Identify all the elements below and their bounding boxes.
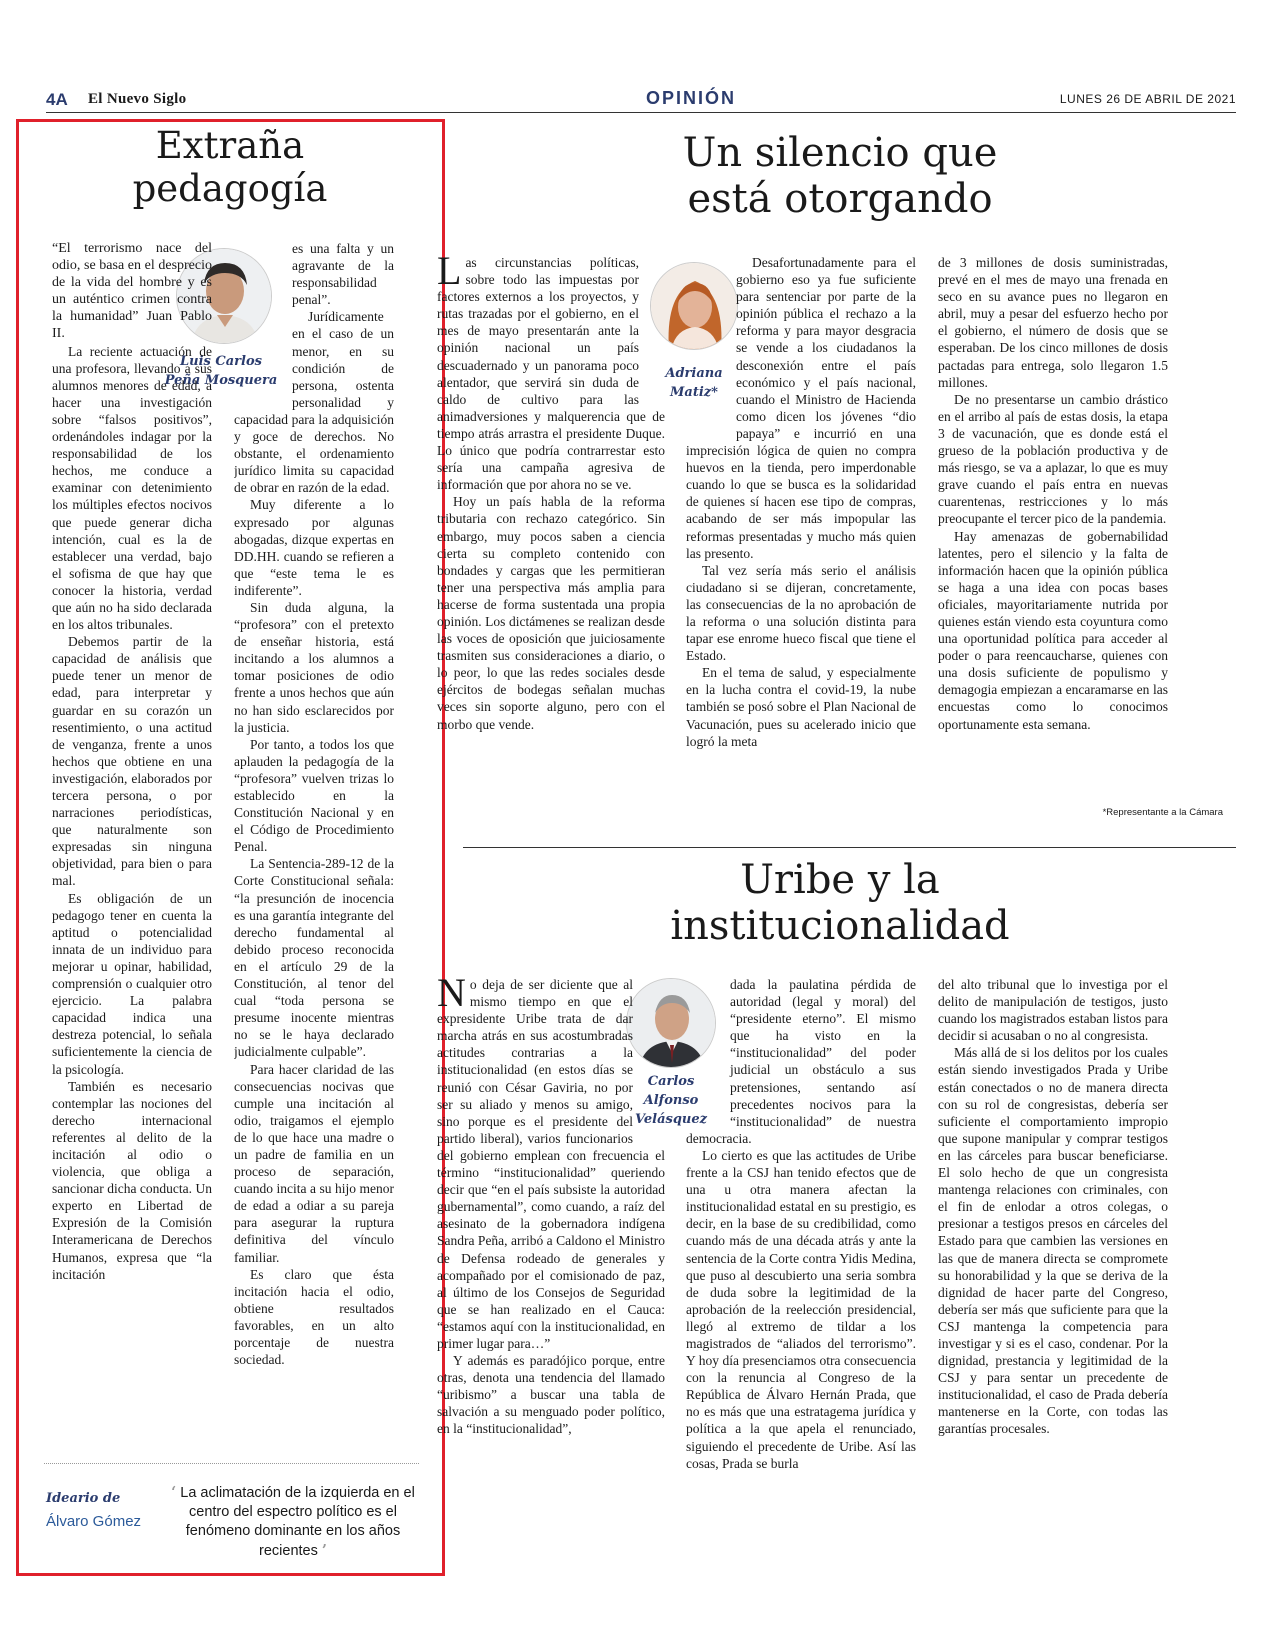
ideario-divider <box>44 1463 419 1464</box>
article3-title <box>520 857 1160 950</box>
article1-paragraph: es una falta y un agravante de la responsabilidad penal”. <box>292 241 394 308</box>
article3-title-line1: Uribe y la <box>740 857 940 903</box>
article1-paragraph: Por tanto, a todos los que aplauden la pedagogía de la “profesora” vuelven trizas lo establecido en la Constitución Nacional y en el Código de Procedimiento Penal. <box>234 736 394 855</box>
article2-paragraph: Hay amenazas de gobernabilidad latentes, pero el silencio y la falta de información hacen que la opinión pública se haga a una idea con pocas bases oficiales, mayoritariamente nutrida por quienes están viendo esta coyuntura como una oportunidad política para acceder al poder o para reencaucharse, quienes con una dosis suficiente de populismo y demagogia empiezan a encaramarse en las encuestas como lo conocimos oportunamente esta semana. <box>938 528 1168 732</box>
article3-column-1 <box>437 976 665 1476</box>
open-quote-icon: ‘ <box>171 1484 177 1501</box>
ideario-quote <box>164 1483 422 1561</box>
article3-column-3 <box>938 976 1168 1476</box>
article2-title <box>560 130 1120 223</box>
article1-paragraph: Muy diferente a lo expresado por algunas abogadas, dizque expertas en DD.HH. cuando se refieren a que “este tema le es indiferente”. <box>234 497 394 598</box>
article1-paragraph: La reciente actuación de una profesora, llevando a sus alumnos menores de edad, a hacer una investigación sobre “falsos positivos”, ordenándoles indagar por la responsabilidad de los hechos, me conduce a examinar con detenimiento los múltiples efectos nocivos que puede generar dicha intención, cual es la de establecer una verdad, bajo el sofisma de que hay que conocer la historia, verdad que aún no ha sido declarada en los altos tribunales. <box>52 343 212 633</box>
article2-paragraph: En el tema de salud, y especialmente en la lucha contra el covid-19, la nube también se posó sobre el Plan Nacional de Vacunación, pues su acelerado inicio que logró la meta <box>686 665 916 749</box>
article1-paragraph: Debemos partir de la capacidad de análisis que puede tener un menor de edad, para interpretar y guardar en su corazón un resentimiento, o una actitud de venganza, frente a unos hechos que obtiene en una investigación, elaborados por tercera persona, o por narraciones periodísticas, que naturalmente son expresadas sin ninguna objetividad, para bien o para mal. <box>52 634 212 889</box>
article1-title-line2: pedagogía <box>132 166 328 210</box>
newspaper-name: El Nuevo Siglo <box>88 91 187 107</box>
article1-paragraph: Es claro que ésta incitación hacia el odio, obtiene resultados favorables, en un alto porcentaje de nuestra sociedad. <box>234 1266 394 1368</box>
article1-paragraph: Para hacer claridad de las consecuencias nocivas que cumple una incitación al odio, traigamos el ejemplo de lo que hace una madre o un padre de familia en un proceso de separación, cuando incita a su hijo menor de edad a odiar a su pareja para asegurar la ruptura definitiva del vínculo familiar. <box>234 1061 394 1265</box>
article1-paragraph: La Sentencia-289-12 de la Corte Constitucional señala: “la presunción de inocencia es una garantía integrante del derecho fundamental al debido proceso reconocida en el artículo 29 de la Constitución, al tenor del cual “toda persona se presume inocente mientras no se le haya declarado judicialmente culpable”. <box>234 856 394 1060</box>
header-divider <box>46 112 1236 113</box>
article1-paragraph: Es obligación de un pedagogo tener en cuenta la aptitud o potencialidad innata de un individuo para mejorar u opinar, habilidad, comprensión o cualquier otro ejercicio. La palabra capacidad indica una destreza potencial, lo señala suficientemente la ciencia de la psicología. <box>52 890 212 1077</box>
article2-title-line2: está otorgando <box>687 176 993 223</box>
article2-title-line1: Un silencio que <box>682 130 998 176</box>
article2-column-3 <box>938 254 1168 804</box>
article2-paragraph: Tal vez sería más serio el análisis ciudadano si se dijeran, concretamente, las consecuencias de la no aprobación de la reforma o una solución distinta para tapar ese enrome hueco fiscal que tiene el Estado. <box>686 562 916 664</box>
article3-author-line1: Carlos <box>647 1074 695 1089</box>
article3-author-line2: Alfonso <box>643 1093 699 1108</box>
article1-paragraph: Sin duda alguna, la “profesora” con el pretexto de enseñar historia, está incitando a los alumnos a tomar posiciones de odio frente a unos hechos que aún no han sido esclarecidos por la justicia. <box>234 599 394 735</box>
ideario-quote-text: La aclimatación de la izquierda en el centro del espectro político es el fenómeno dominante en los años recientes <box>180 1485 415 1559</box>
article1-paragraph: Jurídicamente en el caso de un menor, en su condición de persona, ostenta personalidad y capacidad para la adquisición y goce de derechos. No obstante, el ordenamiento jurídico limita su capacidad de obrar en razón de la edad. <box>234 309 394 496</box>
article2-paragraph: Desafortunadamente para el gobierno eso ya fue suficiente para sentenciar por parte de la opinión pública el rechazo a la reforma y para mayor desgracia se vende a los ciudadanos la desconexión entre el país económico y el país nacional, cuando el Ministro de Hacienda como dicen los jóvenes “dio papaya” e incurrió en una imprecisión lógica de quien no compra huevos en la tienda, pero imperdonable cuando lo que se busca es la solidaridad de quienes sí hacen ese tipo de compras, acabando de ser más impopular las reformas presentadas y mucho más quien las presento. <box>686 255 916 561</box>
article3-paragraph: del alto tribunal que lo investiga por el delito de manipulación de testigos, justo cuando los magistrados estaban listos para decidir si acusaban o no al congresista. <box>938 977 1168 1044</box>
article3-paragraph: o deja de ser diciente que al mismo tiempo en que el expresidente Uribe trata de dar marcha atrás en sus acostumbradas actitudes contrarias a la institucionalidad (en estos días se reunió con César Gaviria, no por ser su aliado y menos su amigo, sino porque es el presidente del partido liberal), varios funcionarios del gobierno emplean con frecuencia el término “institucionalidad” queriendo decir que “en el país subsiste la autoridad gubernamental”, como cuando, a raíz del asesinato de la gobernadora indígena Sandra Peña, arribó a Caldono el Ministro de Defensa rodeado de generales y acompañado por el comisionado de paz, al último de los Consejos de Seguridad que se han realizado en el Cauca: “estamos aquí con la institucionalidad, en primer lugar para…” <box>437 977 665 1351</box>
page-number: 4A <box>46 90 68 109</box>
article3-paragraph: dada la paulatina pérdida de autoridad (legal y moral) del “presidente eterno”. El mismo que ha visto en la “institucionalidad” del poder judicial un obstáculo a sus pretensiones, sentando así precedentes nocivos para la “institucionalidad” de nuestra democracia. <box>686 977 916 1146</box>
ideario-author: Álvaro Gómez <box>46 1513 142 1530</box>
article3-paragraph: Y además es paradójico porque, entre otras, denota una tendencia del llamado “uribismo” a buscar una tabla de salvación a su menguado poder político, en la “institucionalidad”, <box>437 1353 665 1437</box>
issue-date: LUNES 26 DE ABRIL DE 2021 <box>1059 92 1236 106</box>
article3-paragraph: Lo cierto es que las actitudes de Uribe frente a la CSJ han tenido efectos que de una u otra manera afectan la institucionalidad estatal en su prestigio, es decir, en la base de su credibilidad, como cuando más de una década atrás y ante la sentencia de la Corte contra Yidis Medina, que puso al descubierto una seria sombra de duda sobre la legitimidad de la aprobación de la reelección presidencial, llegó al extremo de tildar a los magistrados de “aliados del terrorismo”. Y hoy día presenciamos otra consecuencia con la renuncia al Congreso de la República de Álvaro Hernán Prada, que no es más que una estratagema jurídica y política a la que apela el renunciado, siguiendo el precedente de Uribe. Así las cosas, Prada se burla <box>686 1147 916 1471</box>
article1-author-line2: Peña Mosquera <box>164 373 278 388</box>
page-header <box>46 88 1236 112</box>
article3-paragraph: Más allá de si los delitos por los cuales están siendo investigados Prada y Uribe están conectados o no de manera directa con su rol de congresistas, debería ser suficiente el comportamiento impropio que supone manipular y comprar testigos en las cárceles para buscar beneficiarse. El solo hecho de que un congresista mantenga relaciones con criminales, con el fin de enlodar a otros colegas, o presionar a testigos presos en cárceles del Estado para que cambien las versiones en las que de manera directa se compromete su honorabilidad y la que se deriva de la dignidad de hacer parte del Congreso, debería ser más que suficiente para que la CSJ mantenga la competencia para investigar y si es el caso, condenar. Por la dignidad, prestancia y legitimidad de la CSJ y para sentar un precedente de institucionalidad, el caso de Prada debería mantenerse en la Corte, con todas las garantías procesales. <box>938 1045 1168 1437</box>
article2-paragraph: De no presentarse un cambio drástico en el arribo al país de estas dosis, la etapa 3 de vacunación, que es donde está el grueso de la población productiva y de más riesgo, se va a aplazar, lo que es muy grave cuando el país entra en nuevas cuarentenas, restricciones y lo más preocupante el tercer pico de la pandemia. <box>938 391 1168 527</box>
article1-paragraph: También es necesario contemplar las nociones del derecho internacional referentes al delito de la incitación al odio o violencia, que obliga a sancionar dicha conducta. Un experto en Libertad de Expresión de la Comisión Interamericana de Derechos Humanos, expresa que “la incitación <box>52 1078 212 1282</box>
article2-column-1 <box>437 254 665 794</box>
article2-dropcap: L <box>437 254 462 293</box>
article3-dropcap: N <box>437 976 466 1015</box>
article2-paragraph: Hoy un país habla de la reforma tributaria con rechazo categórico. Sin embargo, muy pocos saben a ciencia cierta su completo contenido con bondades y cargas que les permitieran tener una perspectiva más amplia para hacerse de forma sustentada una propia opinión. Los dictámenes se realizan desde las voces de oposición que juiciosamente trasmiten sus consideraciones a diario, o lo peor, lo que las redes sociales desde ejércitos de bodegas señalan muchas veces sin soporte alguno, pero con el morbo que vende. <box>437 494 665 732</box>
article1-title <box>30 125 430 211</box>
article2-paragraph: as circunstancias políticas, sobre todo las impuestas por factores externos a los proyectos, y rutas trazadas por el gobierno, en el mes de mayo presentarán ante la opinión nacional un país descuadernado y un panorama poco alentador, que servirá sin duda de caldo de cultivo para las animadversiones y malquerencia que de tiempo atrás arrastra el presidente Duque. Lo único que podría contrarrestar esto sería una campaña agresiva de información que por ahora no se ve. <box>437 255 665 493</box>
article3-author-line3: Velásquez <box>634 1112 708 1127</box>
section-title: OPINIÓN <box>645 88 736 108</box>
article3-title-line2: institucionalidad <box>670 903 1010 950</box>
article2-paragraph: de 3 millones de dosis suministradas, prevé en el mes de mayo una frenada en seco en su avance pues no llegaron en abril, muy a pesar del esfuerzo hecho por el gobierno, el número de dosis que se esperaban. De los cinco millones de dosis pactadas para entrega, solo llegaron 1.5 millones. <box>938 255 1168 390</box>
article2-author-line1: Adriana <box>665 366 723 381</box>
article3-column-2 <box>686 976 916 1476</box>
article1-author-line1: Luis Carlos <box>180 354 262 369</box>
article1-title-line1: Extraña <box>155 124 305 167</box>
article2-author-line2: Matiz* <box>670 385 718 400</box>
article2-footnote: *Representante a la Cámara <box>1102 807 1223 818</box>
section-divider <box>463 847 1236 848</box>
close-quote-icon: ’ <box>321 1542 327 1559</box>
article2-column-2 <box>686 254 916 794</box>
ideario-label: Ideario de <box>46 1491 121 1506</box>
article1-column-1 <box>52 240 212 1460</box>
article1-paragraph: “El terrorismo nace del odio, se basa en el desprecio de la vida del hombre y es un auténtico crimen contra la humanidad” Juan Pablo II. <box>52 241 212 342</box>
article1-column-2 <box>234 240 394 1390</box>
